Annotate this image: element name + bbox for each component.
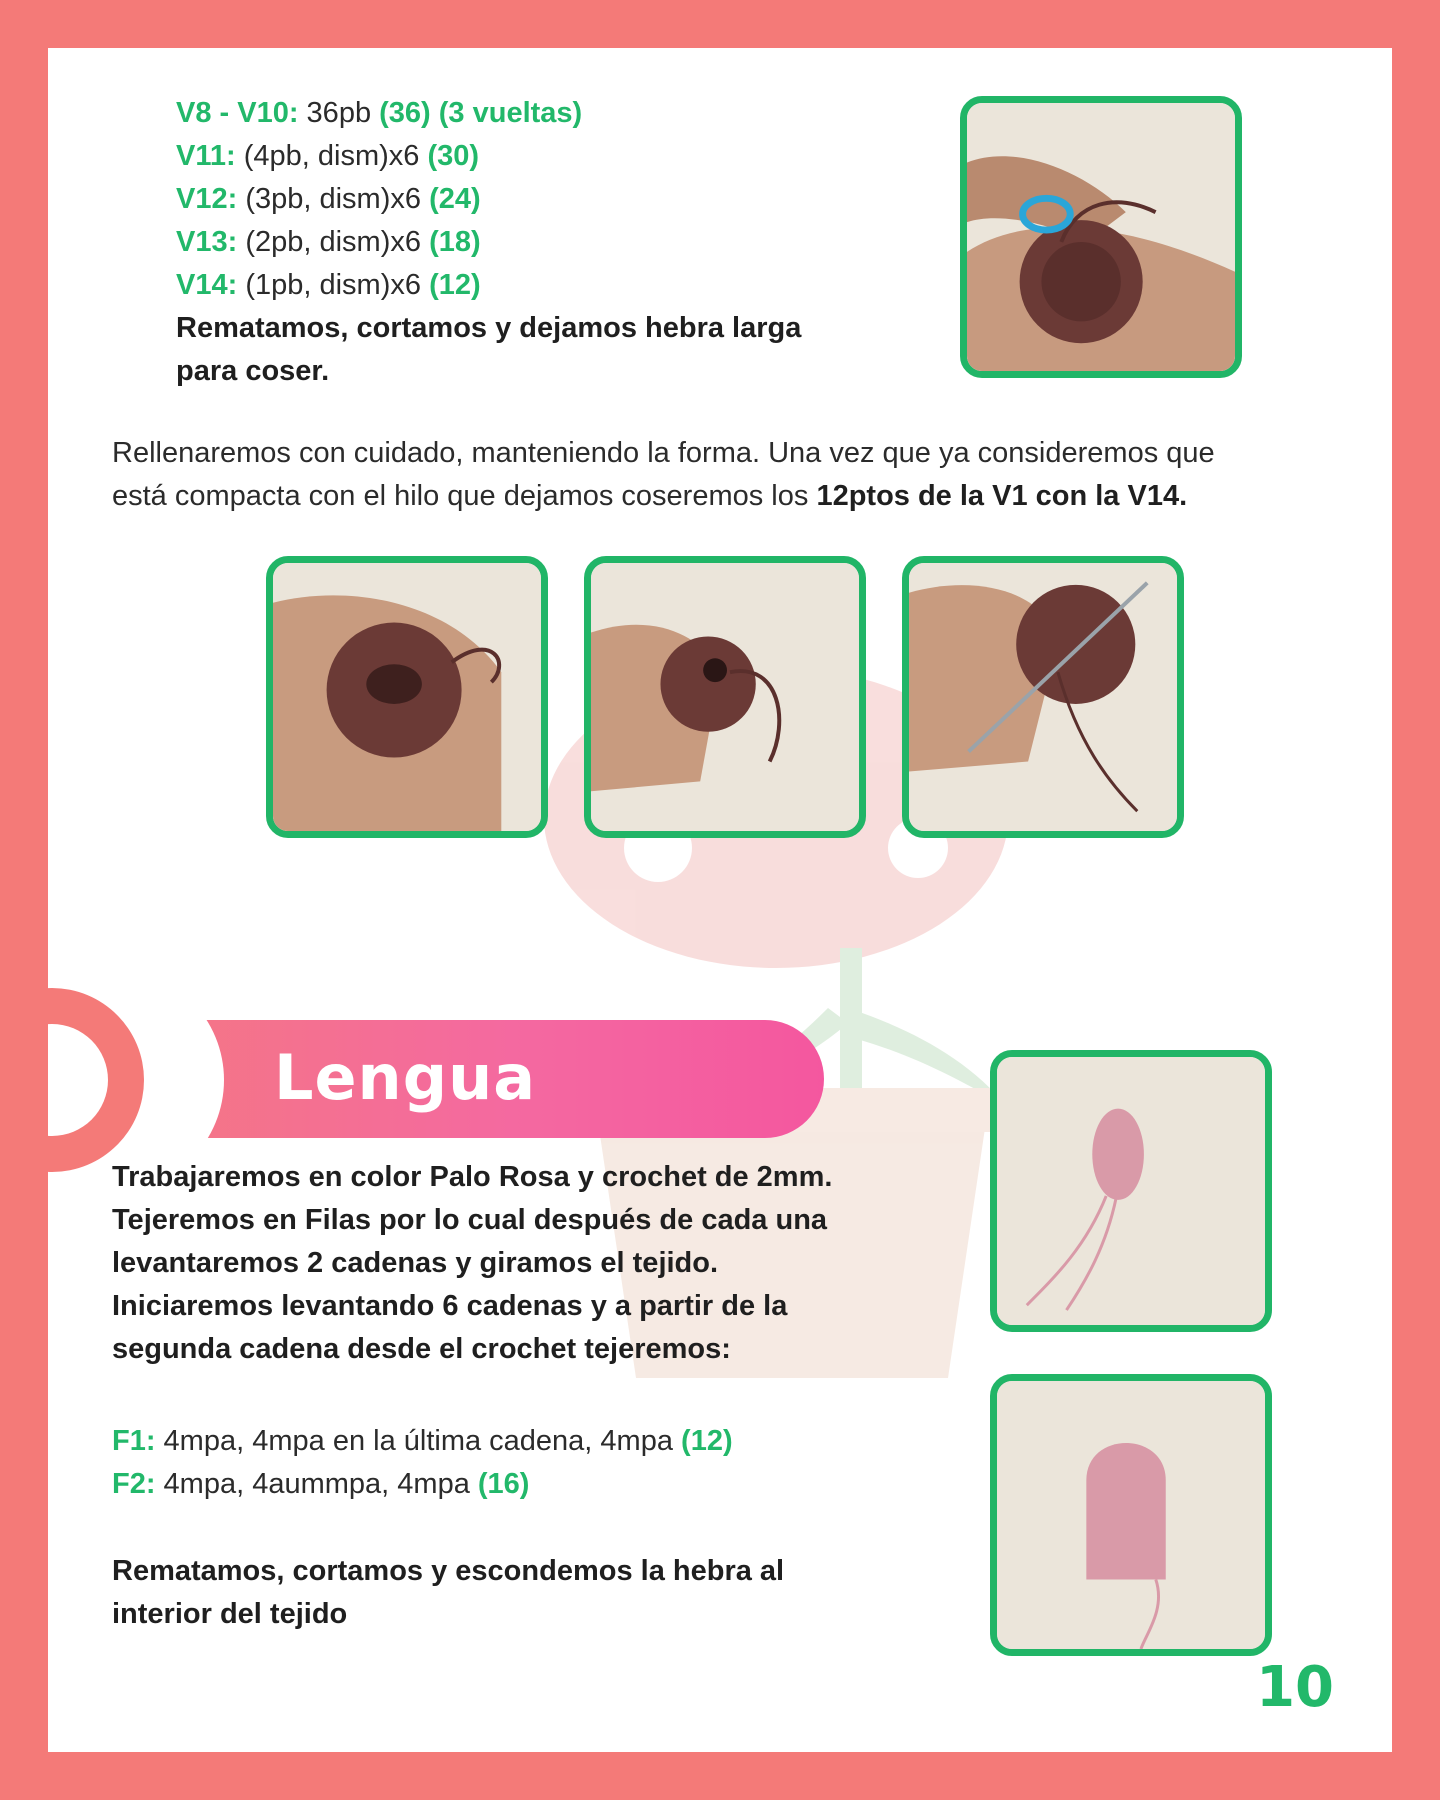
row-instruction [112, 1463, 912, 1506]
finish-note-line: Rematamos, cortamos y dejamos hebra larga [176, 312, 802, 344]
intro-line: Iniciaremos levantando 6 cadenas y a partir de la [112, 1290, 788, 1322]
crochet-photo-graphic [273, 563, 541, 831]
round-count: (12) [429, 269, 481, 301]
photo-stitch-marker [960, 96, 1242, 378]
row-count: (12) [681, 1425, 733, 1457]
crochet-photo-graphic [591, 563, 859, 831]
row-text: 4mpa, 4aummpa, 4mpa [155, 1468, 478, 1500]
round-count: (36) (3 vueltas) [379, 97, 583, 129]
round-label: V14: [176, 269, 238, 301]
round-count: (24) [429, 183, 481, 215]
row-label: F2: [112, 1468, 156, 1500]
round-text: 36pb [298, 97, 380, 129]
round-count: (30) [427, 140, 480, 172]
round-text: (2pb, dism)x6 [237, 226, 430, 258]
intro-line: segunda cadena desde el crochet tejeremos: [112, 1333, 731, 1365]
round-label: V11: [176, 140, 236, 172]
stuffing-bold-text: 12ptos de la V1 con la V14. [816, 480, 1188, 512]
round-text: (3pb, dism)x6 [237, 183, 430, 215]
round-label: V13: [176, 226, 238, 258]
crochet-photo-graphic [967, 103, 1235, 371]
photo-tongue-row2 [990, 1374, 1272, 1656]
round-count: (18) [429, 226, 481, 258]
intro-line: Tejeremos en Filas por lo cual después de cada una [112, 1204, 828, 1236]
round-label: V12: [176, 183, 238, 215]
tongue-closing [112, 1550, 912, 1636]
rounds-list [176, 92, 936, 393]
round-text: (1pb, dism)x6 [237, 269, 430, 301]
crochet-photo-graphic [997, 1381, 1265, 1649]
intro-line: levantaremos 2 cadenas y giramos el tejido. [112, 1247, 719, 1279]
row-instruction [112, 1420, 912, 1463]
row-count: (16) [477, 1468, 530, 1500]
stuffing-paragraph [112, 432, 1352, 518]
tongue-intro [112, 1156, 912, 1371]
round-text: (4pb, dism)x6 [235, 140, 428, 172]
finish-note-line: para coser. [176, 355, 330, 387]
photo-tongue-row1 [990, 1050, 1272, 1332]
crochet-photo-graphic [997, 1057, 1265, 1325]
photo-step-2 [584, 556, 866, 838]
crochet-photo-graphic [909, 563, 1177, 831]
round-row [176, 92, 936, 135]
photo-step-3 [902, 556, 1184, 838]
page-number: 10 [1256, 1655, 1334, 1720]
row-label: F1: [112, 1425, 156, 1457]
closing-line: Rematamos, cortamos y escondemos la hebra al [112, 1555, 785, 1587]
stuffing-plain-text: está compacta con el hilo que dejamos coseremos los [112, 480, 817, 512]
stuffing-line [112, 475, 1352, 518]
round-label: V8 - V10: [176, 97, 299, 129]
row-text: 4mpa, 4mpa en la última cadena, 4mpa [155, 1425, 682, 1457]
round-row [176, 135, 936, 178]
section-title: Lengua [274, 1041, 537, 1114]
tongue-rows [112, 1420, 912, 1506]
document-page [48, 48, 1392, 1752]
stuffing-line: Rellenaremos con cuidado, manteniendo la forma. Una vez que ya consideremos que [112, 437, 1215, 469]
round-row [176, 178, 936, 221]
round-row [176, 221, 936, 264]
intro-line: Trabajaremos en color Palo Rosa y crochet de 2mm. [112, 1161, 833, 1193]
photo-step-1 [266, 556, 548, 838]
closing-line: interior del tejido [112, 1598, 348, 1630]
round-row [176, 264, 936, 307]
